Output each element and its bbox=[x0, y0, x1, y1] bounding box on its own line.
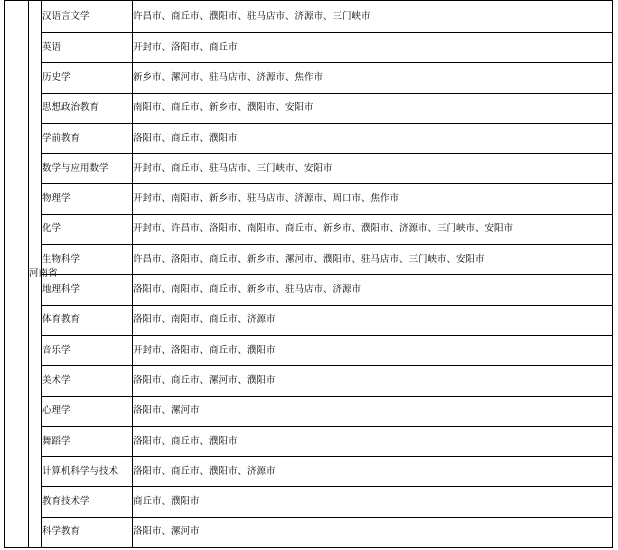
cities-cell: 许昌市、洛阳市、商丘市、新乡市、漯河市、濮阳市、驻马店市、三门峡市、安阳市 bbox=[133, 245, 613, 275]
subject-city-table bbox=[4, 0, 613, 548]
cities-cell: 开封市、商丘市、驻马店市、三门峡市、安阳市 bbox=[133, 154, 613, 184]
subject-cell: 音乐学 bbox=[42, 335, 133, 365]
table-row bbox=[5, 396, 613, 426]
cities-cell: 洛阳市、南阳市、商丘市、济源市 bbox=[133, 305, 613, 335]
cities-cell: 新乡市、漯河市、驻马店市、济源市、焦作市 bbox=[133, 63, 613, 93]
cities-cell: 商丘市、濮阳市 bbox=[133, 487, 613, 517]
table-row bbox=[5, 245, 613, 275]
table-row bbox=[5, 426, 613, 456]
table-row bbox=[5, 305, 613, 335]
blank-margin-cell bbox=[5, 1, 29, 548]
subject-cell: 汉语言文学 bbox=[42, 1, 133, 33]
subject-cell: 化学 bbox=[42, 214, 133, 244]
cities-cell: 开封市、洛阳市、商丘市、濮阳市 bbox=[133, 335, 613, 365]
table-row bbox=[5, 184, 613, 214]
subject-cell: 地理科学 bbox=[42, 275, 133, 305]
table-row bbox=[5, 487, 613, 517]
subject-cell: 生物科学 bbox=[42, 245, 133, 275]
subject-cell: 计算机科学与技术 bbox=[42, 457, 133, 487]
table-row bbox=[5, 214, 613, 244]
subject-cell: 数学与应用数学 bbox=[42, 154, 133, 184]
subject-cell: 学前教育 bbox=[42, 123, 133, 153]
table-row bbox=[5, 1, 613, 33]
cities-cell: 开封市、洛阳市、商丘市 bbox=[133, 33, 613, 63]
subject-cell: 舞蹈学 bbox=[42, 426, 133, 456]
cities-cell: 洛阳市、商丘市、濮阳市 bbox=[133, 426, 613, 456]
table-row bbox=[5, 63, 613, 93]
cities-cell: 洛阳市、漯河市 bbox=[133, 517, 613, 547]
subject-cell: 教育技术学 bbox=[42, 487, 133, 517]
cities-cell: 洛阳市、漯河市 bbox=[133, 396, 613, 426]
table-row bbox=[5, 366, 613, 396]
table-row bbox=[5, 517, 613, 547]
cities-cell: 洛阳市、商丘市、濮阳市、济源市 bbox=[133, 457, 613, 487]
table-row bbox=[5, 335, 613, 365]
subject-cell: 英语 bbox=[42, 33, 133, 63]
cities-cell: 南阳市、商丘市、新乡市、濮阳市、安阳市 bbox=[133, 93, 613, 123]
subject-cell: 历史学 bbox=[42, 63, 133, 93]
table-row bbox=[5, 93, 613, 123]
cities-cell: 洛阳市、商丘市、濮阳市 bbox=[133, 123, 613, 153]
document-sheet bbox=[4, 0, 612, 550]
table-row bbox=[5, 154, 613, 184]
subject-cell: 物理学 bbox=[42, 184, 133, 214]
cities-cell: 洛阳市、商丘市、漯河市、濮阳市 bbox=[133, 366, 613, 396]
cities-cell: 洛阳市、南阳市、商丘市、新乡市、驻马店市、济源市 bbox=[133, 275, 613, 305]
cities-cell: 许昌市、商丘市、濮阳市、驻马店市、济源市、三门峡市 bbox=[133, 1, 613, 33]
subject-cell: 思想政治教育 bbox=[42, 93, 133, 123]
province-cell: 河南省 bbox=[29, 1, 42, 548]
table-row bbox=[5, 123, 613, 153]
table-row bbox=[5, 457, 613, 487]
cities-cell: 开封市、南阳市、新乡市、驻马店市、济源市、周口市、焦作市 bbox=[133, 184, 613, 214]
subject-cell: 科学教育 bbox=[42, 517, 133, 547]
subject-cell: 体育教育 bbox=[42, 305, 133, 335]
subject-cell: 美术学 bbox=[42, 366, 133, 396]
table-row bbox=[5, 33, 613, 63]
subject-cell: 心理学 bbox=[42, 396, 133, 426]
table-row bbox=[5, 275, 613, 305]
cities-cell: 开封市、许昌市、洛阳市、南阳市、商丘市、新乡市、濮阳市、济源市、三门峡市、安阳市 bbox=[133, 214, 613, 244]
